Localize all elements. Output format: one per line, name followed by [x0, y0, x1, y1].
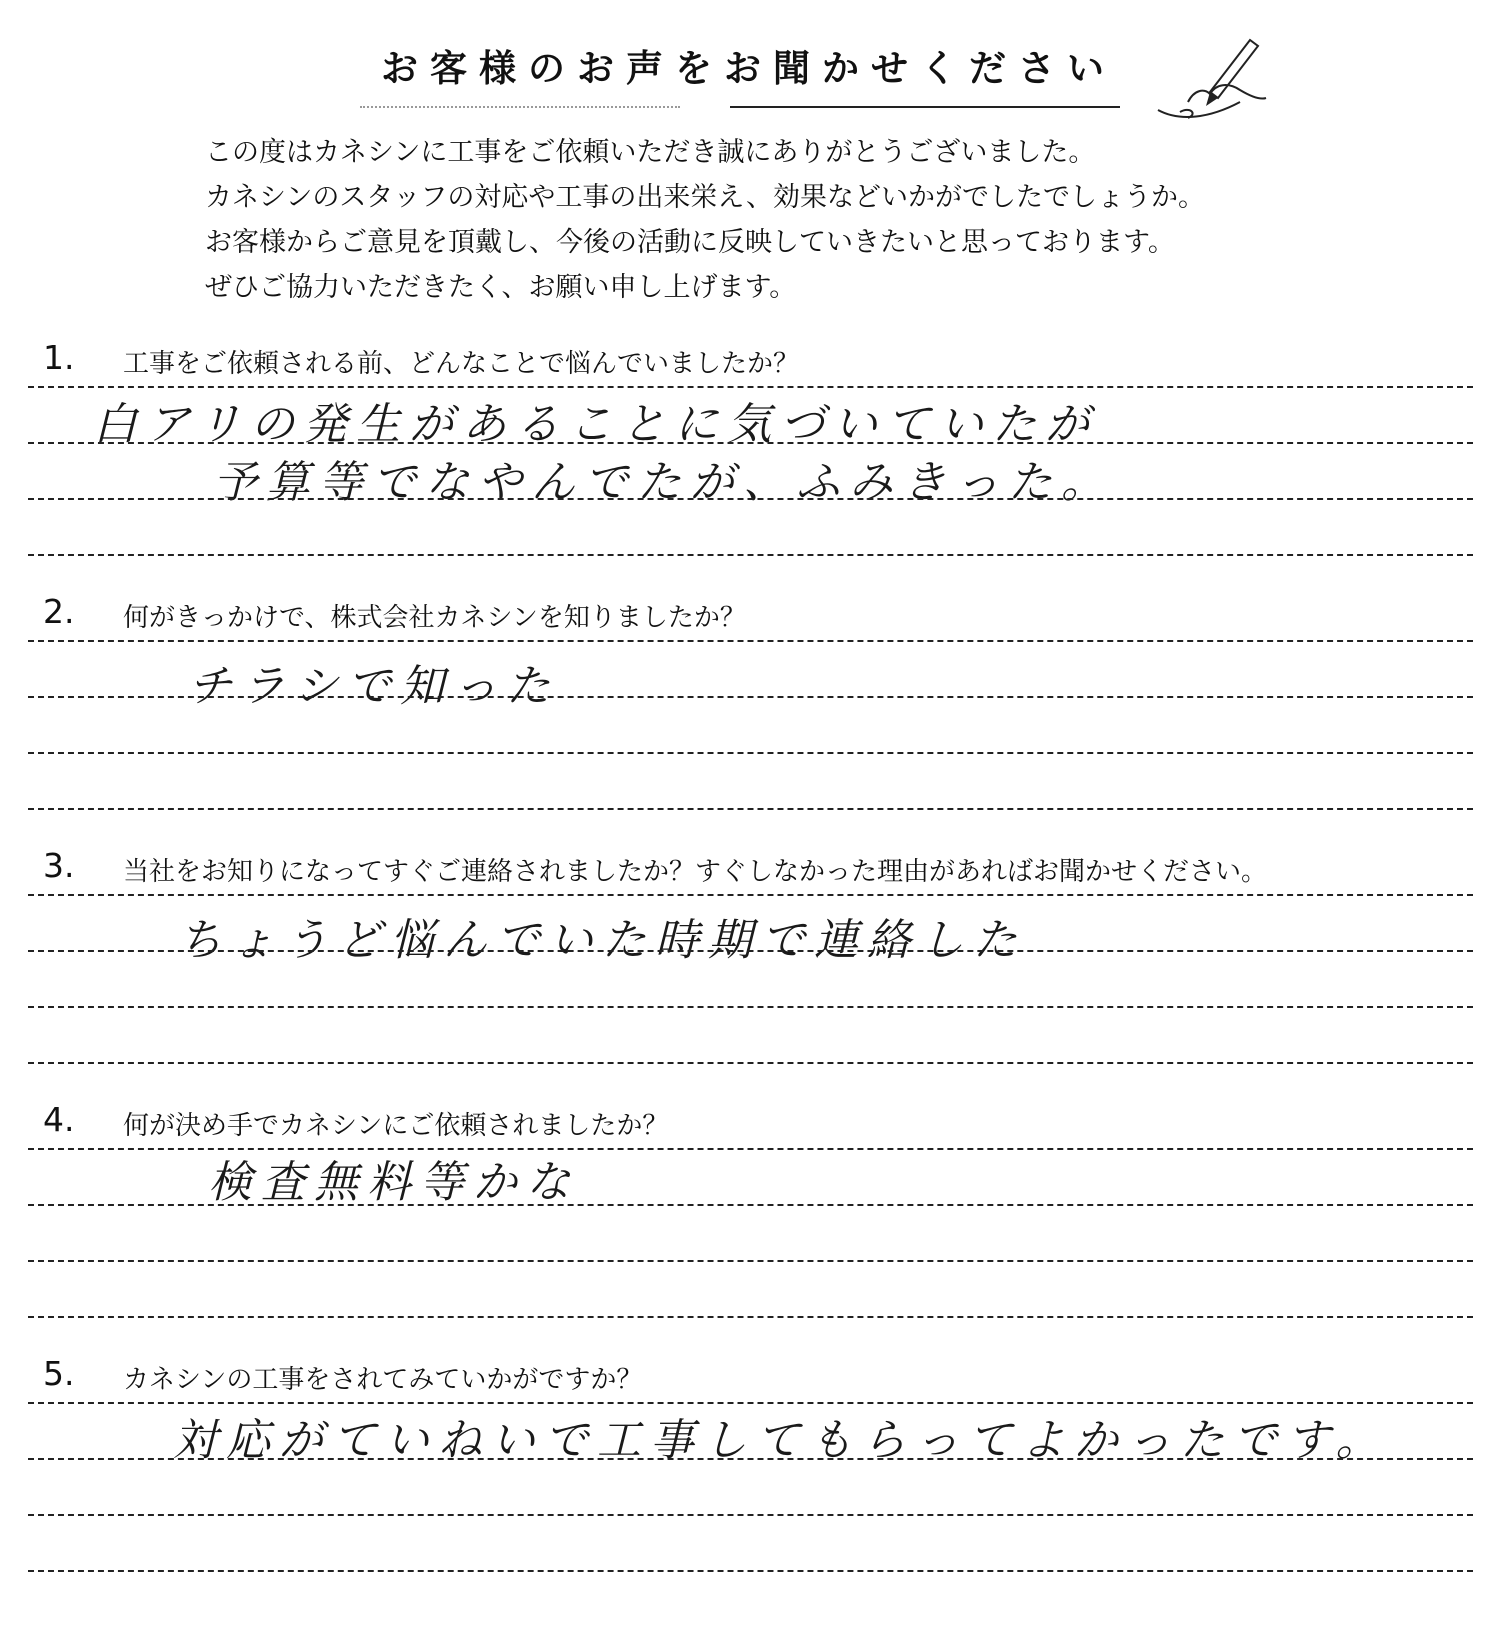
intro-line: お客様からご意見を頂戴し、今後の活動に反映していきたいと思っております。 — [205, 227, 1175, 258]
handwritten-answer: 検査無料等かな — [208, 1157, 579, 1208]
handwritten-answer: ちょうど悩んでいた時期で連絡した — [178, 915, 1026, 966]
pen-writing-icon — [1150, 32, 1270, 124]
question-number: 1. — [43, 338, 75, 377]
answer-rule — [28, 640, 1473, 642]
answer-rule — [28, 894, 1473, 896]
answer-rule — [28, 442, 1473, 444]
title-underline — [730, 106, 1120, 108]
answer-rule — [28, 1006, 1473, 1008]
answer-rule — [28, 1260, 1473, 1262]
question-number: 5. — [43, 1354, 75, 1393]
question-text: カネシンの工事をされてみていかがですか？ — [123, 1365, 643, 1395]
answer-rule — [28, 950, 1473, 952]
answer-rule — [28, 1514, 1473, 1516]
answer-rule — [28, 752, 1473, 754]
answer-rule — [28, 1458, 1473, 1460]
question-number: 2. — [43, 592, 75, 631]
intro-line: ぜひご協力いただきたく、お願い申し上げます。 — [205, 272, 797, 303]
question-number: 3. — [43, 846, 75, 885]
question-text: 何が決め手でカネシンにご依頼されましたか？ — [123, 1111, 669, 1141]
intro-line: この度はカネシンに工事をご依頼いただき誠にありがとうございました。 — [205, 137, 1096, 168]
answer-rule — [28, 1570, 1473, 1572]
answer-rule — [28, 696, 1473, 698]
handwritten-answer: 白アリの発生があることに気づいていたが — [93, 399, 1099, 450]
answer-rule — [28, 1204, 1473, 1206]
answer-rule — [28, 1316, 1473, 1318]
question-number: 4. — [43, 1100, 75, 1139]
question-text: 何がきっかけで、株式会社カネシンを知りましたか？ — [123, 603, 746, 633]
handwritten-answer: チラシで知った — [188, 661, 559, 712]
answer-rule — [28, 498, 1473, 500]
handwritten-answer: 予算等でなやんでたが、ふみきった。 — [213, 457, 1114, 508]
handwritten-answer: 対応がていねいで工事してもらってよかったです。 — [173, 1415, 1389, 1466]
answer-rule — [28, 554, 1473, 556]
title-divider-faint — [360, 106, 680, 108]
answer-rule — [28, 808, 1473, 810]
question-text: 当社をお知りになってすぐご連絡されましたか？すぐしなかった理由があればお聞かせください。 — [123, 857, 1268, 887]
question-text: 工事をご依頼される前、どんなことで悩んでいましたか？ — [123, 349, 800, 379]
intro-text — [205, 130, 1405, 310]
intro-line: カネシンのスタッフの対応や工事の出来栄え、効果などいかがでしたでしょうか。 — [205, 182, 1205, 213]
answer-rule — [28, 1062, 1473, 1064]
page-title: お客様のお声をお聞かせください — [381, 47, 1116, 90]
